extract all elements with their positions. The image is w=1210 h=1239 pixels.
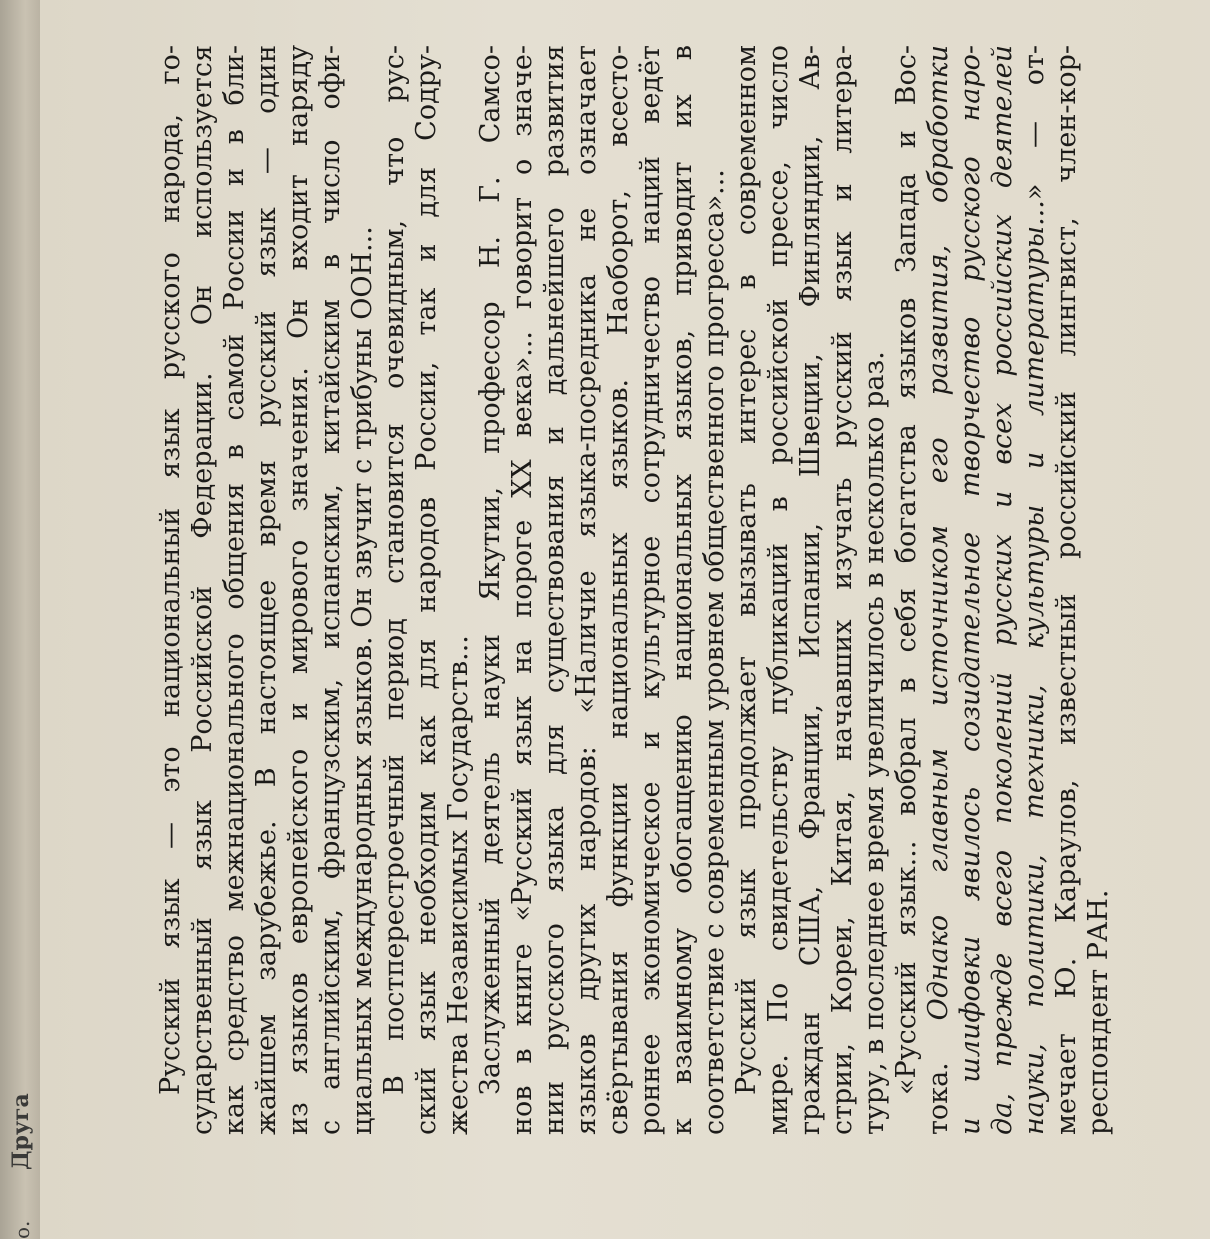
text-run: как средство межнационального общения в самой России и в бли-: [219, 45, 250, 1135]
text-line: [283, 45, 315, 1135]
text-line: [795, 45, 827, 1135]
italic-run: и шлифовки явилось созидательное творчество русского наро-: [955, 45, 986, 1135]
page-edge-shadow: [1160, 0, 1210, 1239]
text-run: В постперестроечный период становится очевидным, что рус-: [379, 45, 410, 1095]
text-run: жайшем зарубежье. В настоящее время русский язык — один: [251, 45, 282, 1135]
text-run: циальных международных языков. Он звучит с трибуны ООН...: [347, 226, 378, 1135]
text-run: Русский язык продолжает вызывать интерес в современном: [731, 45, 762, 1095]
text-run: туру, в последнее время увеличилось в несколько раз.: [859, 351, 890, 1135]
text-line: [1019, 45, 1051, 1135]
adjacent-page-text: Друга: [8, 1093, 34, 1170]
text-run: жества Независимых Государств...: [443, 635, 474, 1135]
body-text: [155, 45, 1115, 1135]
text-line: [571, 45, 603, 1135]
text-run: » — от-: [1019, 44, 1050, 201]
text-run: из языков европейского и мирового значения. Он входит наряду: [283, 45, 314, 1135]
text-run: роннее экономическое и культурное сотрудничество наций ведёт: [635, 45, 666, 1135]
text-line: [315, 45, 347, 1135]
italic-run: да, прежде всего поколений русских и всех российских деятелей: [987, 45, 1018, 1135]
text-run: сударственный язык Российской Федерации. Он используется: [187, 45, 218, 1135]
text-run: граждан США, Франции, Испании, Швеции, Финляндии, Ав-: [795, 45, 826, 1135]
text-line: [347, 45, 379, 1135]
text-line: [1051, 45, 1083, 1135]
text-line: [443, 45, 475, 1135]
text-run: нии русского языка для существования и дальнейшего развития: [539, 45, 570, 1135]
text-run: соответствие с современным уровнем общественного прогресса»...: [699, 169, 730, 1135]
text-run: тока.: [923, 1020, 954, 1135]
text-line: [667, 45, 699, 1135]
text-run: мире. По свидетельству публикаций в российской прессе, число: [763, 45, 794, 1135]
text-line: [475, 45, 507, 1135]
text-line: [1083, 45, 1115, 1135]
text-run: с английским, французским, испанским, китайским в число офи-: [315, 45, 346, 1135]
text-line: [827, 45, 859, 1135]
text-line: [379, 45, 411, 1135]
text-line: [219, 45, 251, 1135]
italic-run: Однако главным источником его развития, обработки: [923, 45, 954, 1021]
text-run: мечает Ю. Караулов, известный российский лингвист, член-кор-: [1051, 45, 1082, 1135]
text-run: нов в книге «Русский язык на пороге XX века»... говорит о значе-: [507, 45, 538, 1135]
text-line: [539, 45, 571, 1135]
text-run: свёртывания функции национальных языков. Наоборот, всесто-: [603, 45, 634, 1135]
text-run: Русский язык — это национальный язык русского народа, го-: [155, 45, 186, 1095]
text-line: [603, 45, 635, 1135]
text-line: [411, 45, 443, 1135]
text-line: [923, 45, 955, 1135]
text-run: языков других народов: «Наличие языка-посредника не означает: [571, 45, 602, 1135]
text-run: стрии, Кореи, Китая, начавших изучать русский язык и литера-: [827, 45, 858, 1135]
text-line: [731, 45, 763, 1135]
text-line: [955, 45, 987, 1135]
text-line: [251, 45, 283, 1135]
text-line: [891, 45, 923, 1135]
text-run: «Русский язык... вобрал в себя богатства языков Запада и Вос-: [891, 45, 922, 1095]
text-run: к взаимному обогащению национальных языков, приводит их в: [667, 45, 698, 1135]
adjacent-page-text: о.: [10, 1220, 34, 1239]
text-line: [507, 45, 539, 1135]
text-run: Заслуженный деятель науки Якутии, профессор Н. Г. Самсо-: [475, 45, 506, 1095]
text-line: [187, 45, 219, 1135]
text-line: [859, 45, 891, 1135]
text-run: ский язык необходим как для народов России, так и для Содру-: [411, 45, 442, 1135]
text-line: [763, 45, 795, 1135]
text-line: [699, 45, 731, 1135]
text-line: [987, 45, 1019, 1135]
text-line: [635, 45, 667, 1135]
text-line: [155, 45, 187, 1135]
text-run: респондент РАН.: [1083, 889, 1114, 1135]
italic-run: науки, политики, техники, культуры и литературы...: [1019, 200, 1050, 1135]
adjacent-page-edge: [0, 0, 43, 1239]
